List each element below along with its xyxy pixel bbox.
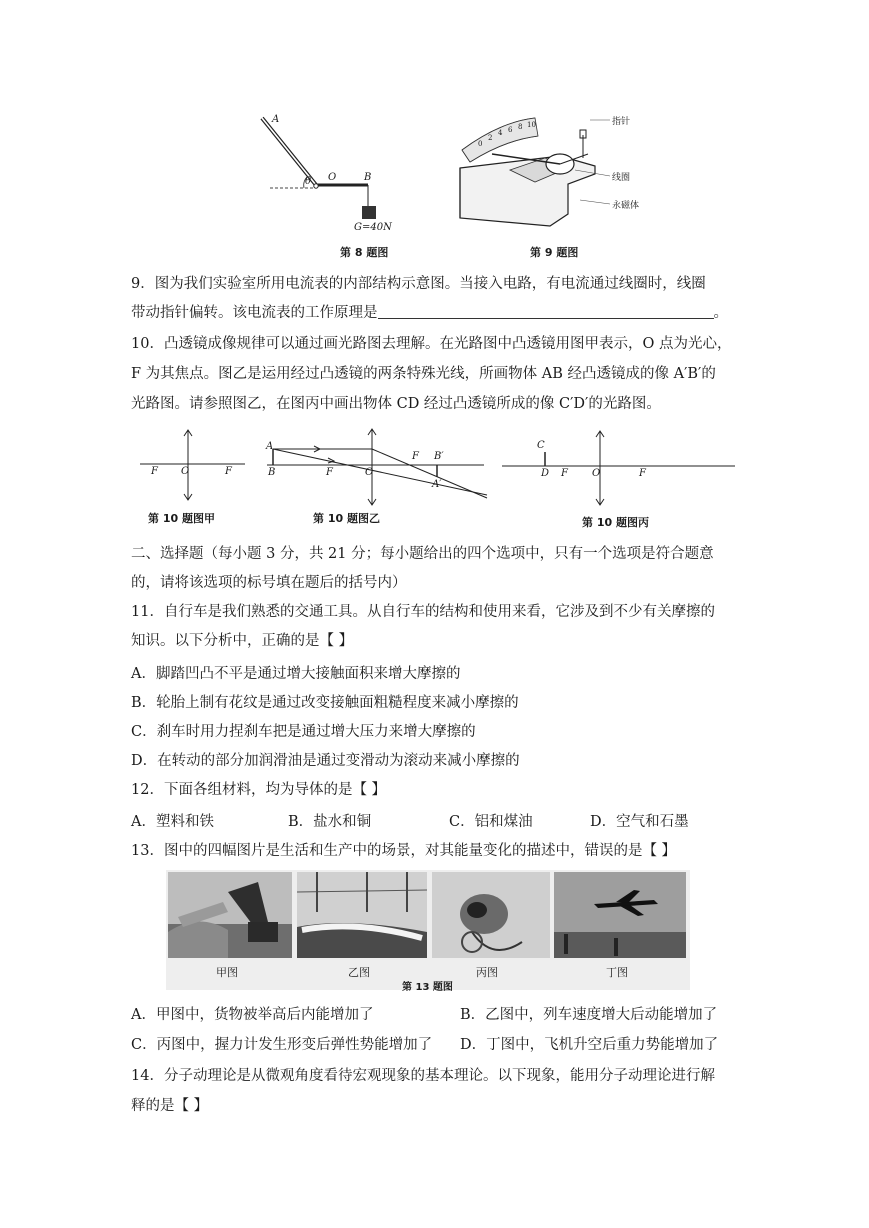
fig10-bing-d: D <box>541 468 550 479</box>
q12-option-a[interactable]: A．塑料和铁 <box>131 814 214 830</box>
fig9-label-coil: 线圈 <box>612 173 631 183</box>
section-2-heading-line-1: 二、选择题（每小题 3 分，共 21 分；每小题给出的四个选项中，只有一个选项是符合题意 <box>131 546 714 562</box>
q13-option-c[interactable]: C．丙图中，握力计发生形变后弹性势能增加了 <box>131 1037 433 1053</box>
figure-10-bing-caption: 第 10 题图丙 <box>582 516 649 529</box>
q11-option-c[interactable]: C．刹车时用力捏刹车把是通过增大压力来增大摩擦的 <box>131 724 476 740</box>
q9-answer-blank[interactable] <box>378 304 714 319</box>
figure-9 <box>450 110 650 240</box>
q9-line-2-text: 带动指针偏转。该电流表的工作原理是 <box>131 305 378 321</box>
fig10-yi-f1: F <box>326 467 333 478</box>
q12-option-b[interactable]: B．盐水和铜 <box>288 814 372 830</box>
q13-photo-jia <box>168 872 292 958</box>
fig8-label-a: A <box>272 114 280 125</box>
q13-caption-yi: 乙图 <box>348 966 370 979</box>
q10-line-3: 光路图。请参照图乙，在图丙中画出物体 CD 经过凸透镜所成的像 C′D′的光路图。 <box>131 396 661 412</box>
fig10-bing-f1: F <box>561 468 568 479</box>
q13-stem: 13．图中的四幅图片是生活和生产中的场景，对其能量变化的描述中，错误的是【 】 <box>131 843 677 859</box>
q9-line-1: 9．图为我们实验室所用电流表的内部结构示意图。当接入电路，有电流通过线圈时，线圈 <box>131 276 706 292</box>
fig8-label-theta: θ <box>305 176 312 187</box>
q13-caption-ding: 丁图 <box>606 966 628 979</box>
figure-10-yi-caption: 第 10 题图乙 <box>313 512 380 525</box>
q10-line-1: 10．凸透镜成像规律可以通过画光路图去理解。在光路图中凸透镜用图甲表示，O 点为光心， <box>131 336 732 352</box>
fig10-bing-c: C <box>537 440 545 451</box>
fig8-label-o: O <box>328 172 337 183</box>
q13-photo-ding <box>554 872 686 958</box>
q13-caption-jia: 甲图 <box>216 966 238 979</box>
q13-photo-bing <box>432 872 550 958</box>
q11-option-a[interactable]: A．脚踏凹凸不平是通过增大接触面积来增大摩擦的 <box>131 666 461 682</box>
q13-caption-bing: 丙图 <box>476 966 498 979</box>
fig9-label-pointer: 指针 <box>612 117 631 127</box>
fig8-label-g: G=40N <box>354 222 392 233</box>
fig10-bing-o: O <box>592 468 601 479</box>
fig9-scale-8: 8 <box>518 123 523 131</box>
fig10-bing-f2: F <box>639 468 646 479</box>
figure-8-caption: 第 8 题图 <box>340 246 389 259</box>
q11-option-b[interactable]: B．轮胎上制有花纹是通过改变接触面粗糙程度来减小摩擦的 <box>131 695 519 711</box>
fig10-yi-b2: B′ <box>434 451 444 462</box>
q14-line-1: 14．分子动理论是从微观角度看待宏观现象的基本理论。以下现象，能用分子动理论进行解 <box>131 1068 715 1084</box>
fig10-yi-b: B <box>268 467 276 478</box>
q13-option-b[interactable]: B．乙图中，列车速度增大后动能增加了 <box>460 1007 718 1023</box>
figure-8 <box>250 110 390 250</box>
figure-10-yi <box>262 425 492 515</box>
fig8-label-b: B <box>364 172 372 183</box>
q9-line-2 <box>131 303 728 323</box>
q9-line-2-end: 。 <box>713 305 728 321</box>
figure-10-jia-caption: 第 10 题图甲 <box>148 512 215 525</box>
figure-9-caption: 第 9 题图 <box>530 246 579 259</box>
q13-figure-caption: 第 13 题图 <box>402 982 453 993</box>
q10-line-2: F 为其焦点。图乙是运用经过凸透镜的两条特殊光线，所画物体 AB 经凸透镜成的像 A′B′的 <box>131 366 716 382</box>
fig10-yi-a2: A′ <box>432 479 442 490</box>
fig9-scale-4: 4 <box>498 129 503 137</box>
q14-line-2: 释的是【 】 <box>131 1098 209 1114</box>
q13-option-a[interactable]: A．甲图中，货物被举高后内能增加了 <box>131 1007 374 1023</box>
figure-10-bing <box>497 425 742 520</box>
q11-line-2: 知识。以下分析中，正确的是【 】 <box>131 633 354 649</box>
q12-stem: 12．下面各组材料，均为导体的是【 】 <box>131 782 387 798</box>
q12-option-d[interactable]: D．空气和石墨 <box>590 814 689 830</box>
q13-photo-strip <box>166 870 690 993</box>
q11-option-d[interactable]: D．在转动的部分加润滑油是通过变滑动为滚动来减小摩擦的 <box>131 753 520 769</box>
q11-line-1: 11．自行车是我们熟悉的交通工具。从自行车的结构和使用来看，它涉及到不少有关摩擦的 <box>131 604 715 620</box>
fig9-scale-6: 6 <box>508 126 513 134</box>
fig9-scale-0: 0 <box>478 140 483 148</box>
fig10-jia-f1: F <box>151 466 158 477</box>
fig10-jia-f2: F <box>225 466 232 477</box>
fig10-yi-f2: F <box>412 451 419 462</box>
figure-10-yi-drawing <box>262 425 492 515</box>
q12-option-c[interactable]: C．铝和煤油 <box>449 814 533 830</box>
figure-10-bing-drawing <box>497 425 742 520</box>
q13-option-d[interactable]: D．丁图中，飞机升空后重力势能增加了 <box>460 1037 719 1053</box>
section-2-heading-line-2: 的，请将该选项的标号填在题后的括号内） <box>131 575 407 591</box>
q13-photo-yi <box>297 872 427 958</box>
fig10-jia-o: O <box>181 466 190 477</box>
fig10-yi-o: O <box>365 467 374 478</box>
fig10-yi-a: A <box>266 441 274 452</box>
fig9-scale-10: 10 <box>527 121 536 129</box>
fig9-scale-2: 2 <box>488 134 493 142</box>
fig9-label-magnet: 永磁体 <box>612 201 640 211</box>
